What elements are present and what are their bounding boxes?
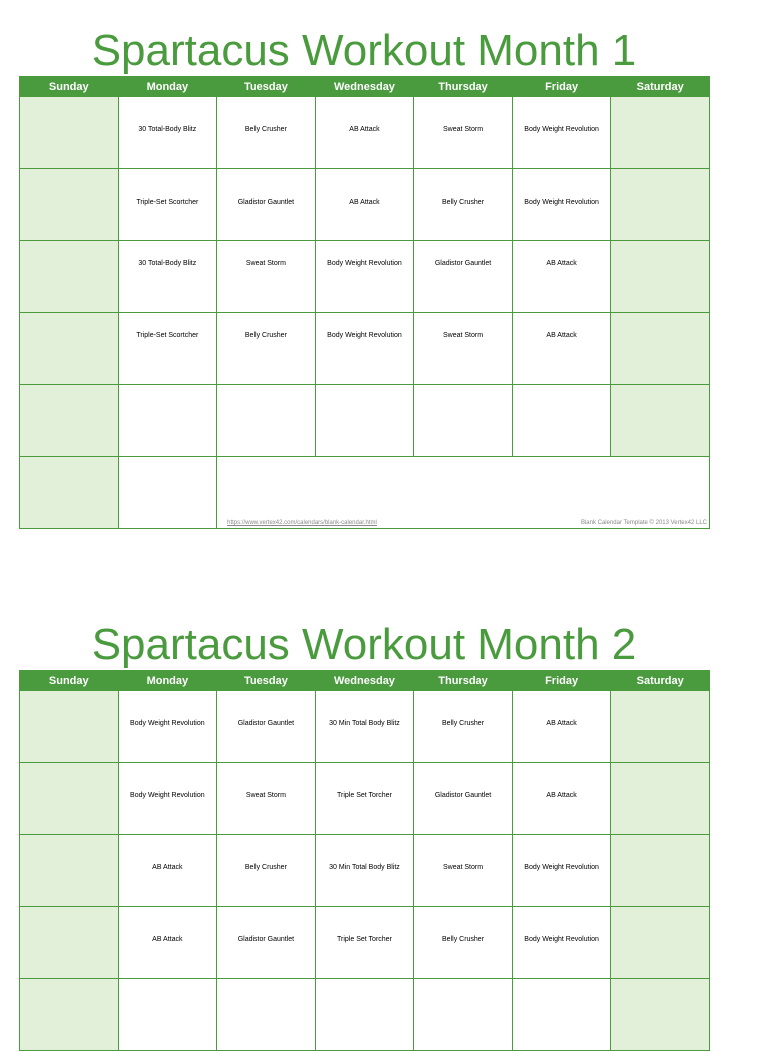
day-cell bbox=[512, 763, 611, 835]
day-cell bbox=[315, 385, 414, 457]
workout-label: Body Weight Revolution bbox=[524, 936, 599, 943]
weekday-monday: Monday bbox=[118, 671, 217, 691]
day-cell bbox=[20, 385, 119, 457]
week-row bbox=[20, 313, 710, 385]
week-row bbox=[20, 97, 710, 169]
week-row bbox=[20, 385, 710, 457]
day-cell bbox=[414, 313, 513, 385]
weekday-friday: Friday bbox=[512, 671, 611, 691]
month1-calendar bbox=[19, 76, 710, 529]
day-cell bbox=[512, 835, 611, 907]
workout-label: 30 Min Total Body Blitz bbox=[329, 720, 400, 727]
day-cell bbox=[512, 979, 611, 1051]
week-row bbox=[20, 691, 710, 763]
workout-label: Gladistor Gauntlet bbox=[237, 720, 295, 727]
day-cell bbox=[118, 97, 217, 169]
workout-label: Gladistor Gauntlet bbox=[237, 936, 295, 943]
day-cell bbox=[315, 979, 414, 1051]
day-cell bbox=[217, 763, 316, 835]
day-cell bbox=[20, 835, 119, 907]
day-cell bbox=[414, 169, 513, 241]
day-cell bbox=[414, 385, 513, 457]
weekday-wednesday: Wednesday bbox=[315, 671, 414, 691]
workout-label: Body Weight Revolution bbox=[130, 792, 205, 799]
workout-label: AB Attack bbox=[152, 864, 183, 871]
workout-label: 30 Total-Body Blitz bbox=[138, 260, 197, 267]
workout-label: Body Weight Revolution bbox=[130, 720, 205, 727]
day-cell bbox=[315, 907, 414, 979]
day-cell bbox=[414, 763, 513, 835]
workout-label: Sweat Storm bbox=[245, 260, 286, 267]
weekday-sunday: Sunday bbox=[20, 77, 119, 97]
workout-label: Gladistor Gauntlet bbox=[434, 260, 492, 267]
workout-label: Triple-Set Scortcher bbox=[136, 332, 199, 339]
day-cell bbox=[217, 835, 316, 907]
day-cell bbox=[414, 835, 513, 907]
day-cell bbox=[217, 979, 316, 1051]
day-cell bbox=[512, 241, 611, 313]
workout-label: Sweat Storm bbox=[442, 864, 484, 871]
calendar-footer bbox=[217, 457, 710, 529]
day-cell bbox=[611, 907, 710, 979]
week-row bbox=[20, 763, 710, 835]
day-cell bbox=[611, 313, 710, 385]
day-cell bbox=[20, 907, 119, 979]
day-cell bbox=[118, 169, 217, 241]
month2-calendar bbox=[19, 670, 710, 1051]
day-cell bbox=[512, 385, 611, 457]
workout-label: 30 Min Total Body Blitz bbox=[329, 864, 400, 871]
day-cell bbox=[611, 385, 710, 457]
day-cell bbox=[20, 313, 119, 385]
day-cell bbox=[315, 169, 414, 241]
day-cell bbox=[118, 313, 217, 385]
week-row bbox=[20, 979, 710, 1051]
day-cell bbox=[217, 313, 316, 385]
day-cell bbox=[414, 907, 513, 979]
day-cell bbox=[118, 691, 217, 763]
month2-title: Spartacus Workout Month 2 bbox=[91, 620, 637, 669]
day-cell bbox=[217, 169, 316, 241]
workout-label: Belly Crusher bbox=[442, 936, 485, 943]
day-cell bbox=[217, 97, 316, 169]
day-cell bbox=[611, 241, 710, 313]
day-cell bbox=[414, 979, 513, 1051]
weekday-tuesday: Tuesday bbox=[217, 671, 316, 691]
day-cell bbox=[315, 835, 414, 907]
day-cell bbox=[512, 907, 611, 979]
day-cell bbox=[315, 691, 414, 763]
workout-label: Sweat Storm bbox=[245, 792, 286, 799]
day-cell bbox=[611, 691, 710, 763]
day-cell bbox=[217, 691, 316, 763]
workout-label: AB Attack bbox=[546, 260, 577, 267]
day-cell bbox=[118, 907, 217, 979]
weekday-saturday: Saturday bbox=[611, 671, 710, 691]
day-cell bbox=[217, 907, 316, 979]
workout-label: Sweat Storm bbox=[442, 126, 484, 133]
day-cell bbox=[315, 97, 414, 169]
weekday-saturday: Saturday bbox=[611, 77, 710, 97]
workout-label: AB Attack bbox=[349, 199, 380, 206]
weekday-tuesday: Tuesday bbox=[217, 77, 316, 97]
day-cell bbox=[217, 241, 316, 313]
workout-label: Sweat Storm bbox=[442, 332, 484, 339]
day-cell bbox=[118, 835, 217, 907]
workout-label: Body Weight Revolution bbox=[327, 332, 402, 339]
weekday-header bbox=[20, 671, 710, 691]
copyright-text: Blank Calendar Template © 2013 Vertex42 LLC bbox=[580, 520, 707, 526]
day-cell bbox=[512, 313, 611, 385]
day-cell bbox=[414, 691, 513, 763]
week-row bbox=[20, 907, 710, 979]
day-cell bbox=[20, 979, 119, 1051]
day-cell bbox=[20, 763, 119, 835]
weekday-wednesday: Wednesday bbox=[315, 77, 414, 97]
day-cell bbox=[611, 169, 710, 241]
workout-label: Body Weight Revolution bbox=[524, 126, 599, 133]
weekday-friday: Friday bbox=[512, 77, 611, 97]
day-cell bbox=[512, 97, 611, 169]
workout-label: AB Attack bbox=[152, 936, 183, 943]
workout-label: Belly Crusher bbox=[442, 720, 485, 727]
workout-label: AB Attack bbox=[349, 126, 380, 133]
day-cell bbox=[118, 763, 217, 835]
day-cell bbox=[217, 385, 316, 457]
template-link[interactable]: https://www.vertex42.com/calendars/blank-calendar.html bbox=[227, 520, 377, 526]
month1-title: Spartacus Workout Month 1 bbox=[91, 26, 637, 75]
workout-label: Belly Crusher bbox=[244, 332, 287, 339]
day-cell bbox=[611, 97, 710, 169]
workout-label: AB Attack bbox=[546, 332, 577, 339]
workout-label: Triple-Set Scortcher bbox=[136, 199, 199, 206]
workout-label: AB Attack bbox=[546, 720, 577, 727]
day-cell bbox=[118, 457, 217, 529]
weekday-header bbox=[20, 77, 710, 97]
day-cell bbox=[118, 979, 217, 1051]
workout-label: Triple Set Torcher bbox=[337, 792, 392, 799]
day-cell bbox=[315, 241, 414, 313]
weekday-sunday: Sunday bbox=[20, 671, 119, 691]
day-cell bbox=[20, 457, 119, 529]
day-cell bbox=[118, 385, 217, 457]
day-cell bbox=[20, 169, 119, 241]
day-cell bbox=[611, 763, 710, 835]
day-cell bbox=[512, 691, 611, 763]
weekday-thursday: Thursday bbox=[414, 77, 513, 97]
day-cell bbox=[20, 241, 119, 313]
workout-label: Belly Crusher bbox=[244, 864, 287, 871]
workout-label: Belly Crusher bbox=[244, 126, 287, 133]
workout-label: Body Weight Revolution bbox=[524, 199, 599, 206]
day-cell bbox=[315, 763, 414, 835]
week-row bbox=[20, 169, 710, 241]
week-row bbox=[20, 835, 710, 907]
day-cell bbox=[20, 691, 119, 763]
weekday-thursday: Thursday bbox=[414, 671, 513, 691]
week-row bbox=[20, 241, 710, 313]
workout-label: Gladistor Gauntlet bbox=[237, 199, 295, 206]
workout-label: AB Attack bbox=[546, 792, 577, 799]
workout-label: Gladistor Gauntlet bbox=[434, 792, 492, 799]
day-cell bbox=[20, 97, 119, 169]
day-cell bbox=[611, 979, 710, 1051]
day-cell bbox=[512, 169, 611, 241]
workout-label: Body Weight Revolution bbox=[327, 260, 402, 267]
workout-label: 30 Total-Body Blitz bbox=[138, 126, 197, 133]
workout-label: Body Weight Revolution bbox=[524, 864, 599, 871]
workout-label: Belly Crusher bbox=[442, 199, 485, 206]
week-row bbox=[20, 457, 710, 529]
weekday-monday: Monday bbox=[118, 77, 217, 97]
day-cell bbox=[315, 313, 414, 385]
workout-label: Triple Set Torcher bbox=[337, 936, 392, 943]
day-cell bbox=[414, 241, 513, 313]
day-cell bbox=[611, 835, 710, 907]
day-cell bbox=[118, 241, 217, 313]
day-cell bbox=[414, 97, 513, 169]
